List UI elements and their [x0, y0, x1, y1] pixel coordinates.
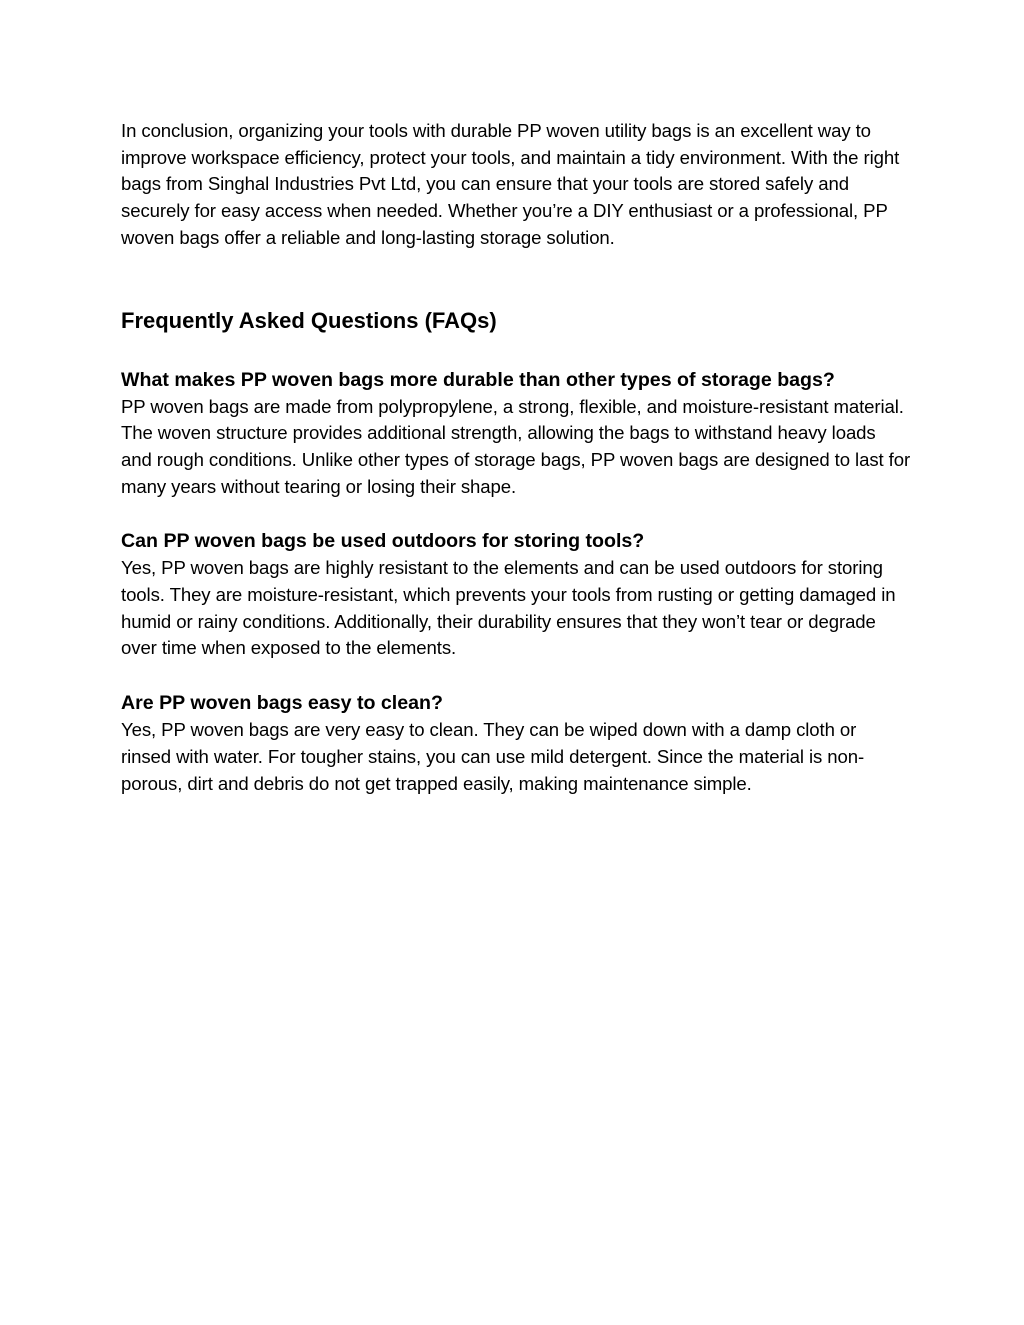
faq-heading: Frequently Asked Questions (FAQs): [121, 307, 497, 333]
faq-item: [121, 689, 911, 797]
document-page: [121, 118, 911, 797]
conclusion-paragraph: In conclusion, organizing your tools with durable PP woven utility bags is an excellent way to improve workspace efficiency, protect your tools, and maintain a tidy environment. With the right bags from Singhal Industries Pvt Ltd, you can ensure that your tools are stored safely and securely for easy access when needed. Whether you’re a DIY enthusiast or a professional, PP woven bags offer a reliable and long-lasting storage solution.: [121, 120, 900, 248]
faq-question: Are PP woven bags easy to clean?: [121, 692, 443, 715]
faq-item: [121, 366, 911, 501]
faq-item: [121, 527, 911, 662]
faq-answer: Yes, PP woven bags are highly resistant to the elements and can be used outdoors for storing tools. They are moisture-resistant, which prevents your tools from rusting or getting damaged in humid or rainy conditions. Additionally, their durability ensures that they won’t tear or degrade over time when exposed to the elements.: [121, 557, 896, 659]
faq-question: What makes PP woven bags more durable than other types of storage bags?: [121, 368, 835, 391]
faq-answer: PP woven bags are made from polypropylene, a strong, flexible, and moisture-resistant material. The woven structure provides additional strength, allowing the bags to withstand heavy loads and rough conditions. Unlike other types of storage bags, PP woven bags are designed to last for many years without tearing or losing their shape.: [121, 395, 911, 497]
faq-question: Can PP woven bags be used outdoors for storing tools?: [121, 530, 645, 553]
faq-answer: Yes, PP woven bags are very easy to clean. They can be wiped down with a damp cloth or rinsed with water. For tougher stains, you can use mild detergent. Since the material is non-porous, dirt and debris do not get trapped easily, making maintenance simple.: [121, 719, 865, 794]
